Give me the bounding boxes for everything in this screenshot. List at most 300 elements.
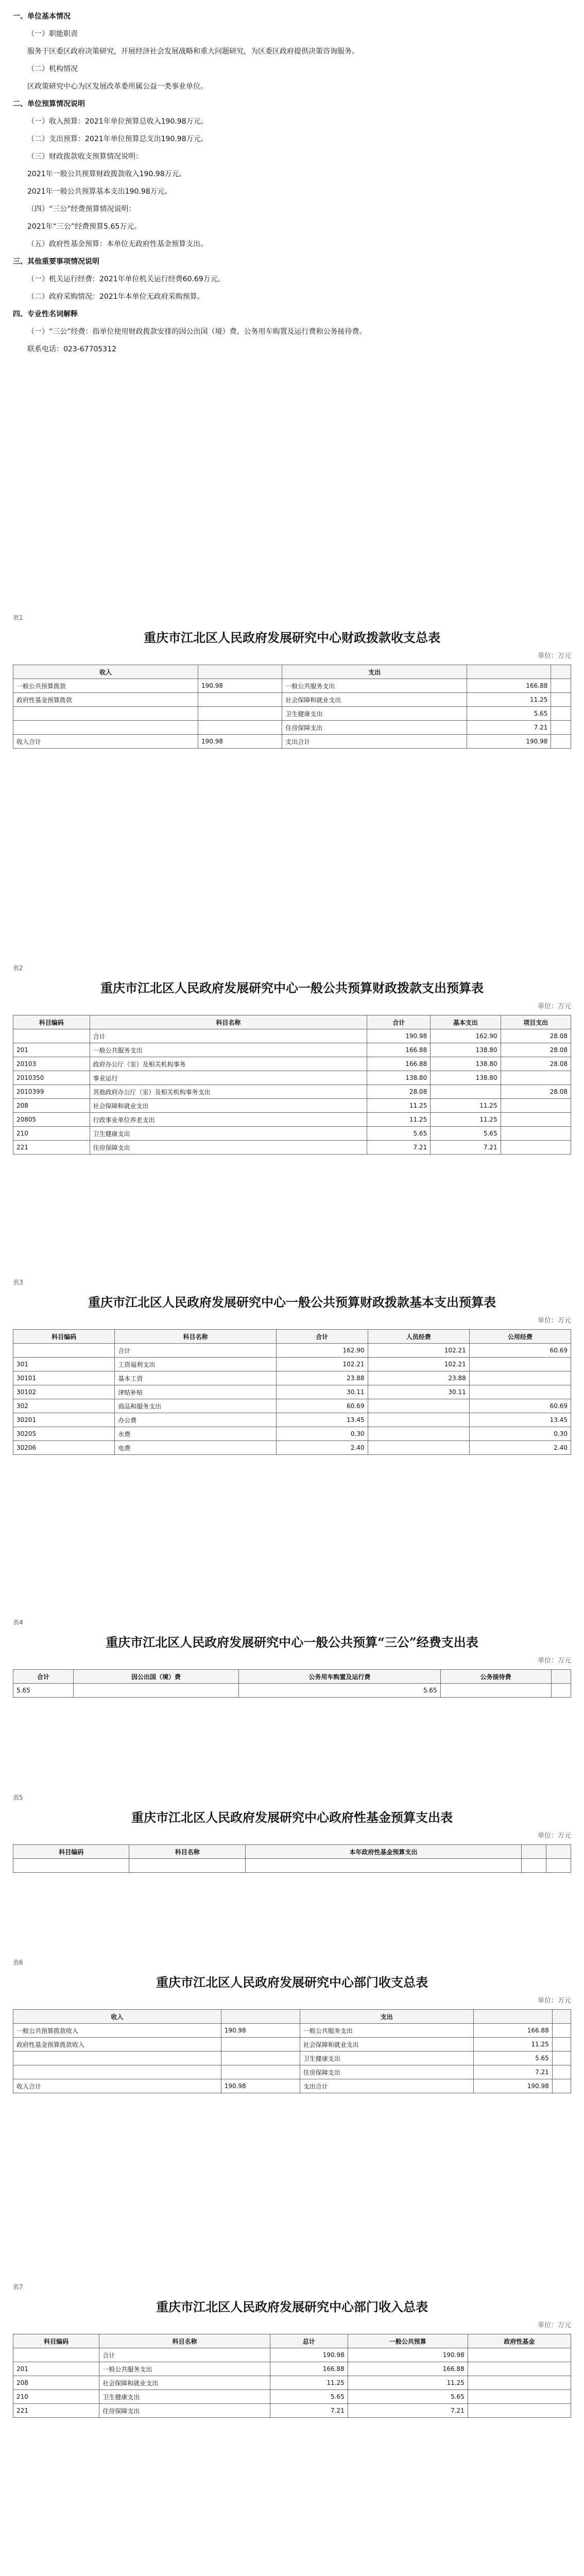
table-cell: 162.90 [431,1029,501,1043]
table-cell: 5.65 [270,2390,348,2404]
table-cell [551,707,571,721]
table-cell: 190.98 [467,735,551,749]
table-row [13,1141,571,1155]
table-cell [468,2376,571,2390]
table-header-cell: 支出 [282,665,467,679]
table-row [13,1399,571,1413]
table-header-row [13,1330,571,1344]
table-cell [552,2024,571,2038]
table-cell [245,1859,521,1873]
table-cell [469,1371,571,1385]
table-cell: 卫生健康支出 [300,2052,473,2065]
table-cell: 其他政府办公厅（室）及相关机构事务支出 [90,1085,367,1099]
table-cell: 60.69 [276,1399,368,1413]
document-notes [13,10,571,598]
table-header-cell: 支出 [300,2010,473,2024]
table-cell: 合计 [99,2348,270,2362]
table-cell: 一般公共服务支出 [99,2362,270,2376]
table-cell: 办公费 [115,1413,277,1427]
table-title: 重庆市江北区人民政府发展研究中心一般公共预算财政拨款基本支出预算表 [88,1295,496,1310]
table-cell: 5.65 [238,1684,440,1698]
budget-paragraph-13: （一）“三公”经费：指单位使用财政拨款安排的因公出国（境）费、公务用车购置及运行费和公务接待费。 [27,328,367,336]
table-cell: 2.40 [276,1441,368,1455]
table-section-6 [0,1958,584,2246]
table-cell: 7.21 [467,721,551,735]
table-cell: 津贴补贴 [115,1385,277,1399]
table-title: 重庆市江北区人民政府发展研究中心财政拨款收支总表 [144,630,440,645]
table-cell [13,721,198,735]
table-cell: 166.88 [367,1057,431,1071]
intro-paragraph-2: 服务于区委区政府决策研究，开展经济社会发展战略和重大问题研究，为区委区政府提供决策咨询服务。 [27,47,359,56]
table-cell [468,2348,571,2362]
table-label: 表5 [13,1794,23,1801]
table-header-cell: 合计 [276,1330,368,1344]
table-cell: 5.65 [367,1127,431,1141]
table-cell [469,1385,571,1399]
table-header-cell: 科目名称 [129,1845,245,1859]
table-cell [552,2038,571,2052]
table-row [13,1071,571,1085]
table-cell [13,1029,90,1043]
budget-paragraph-10: （一）机关运行经费：2021年单位机关运行经费60.69万元。 [27,275,225,283]
table-cell [551,679,571,693]
table-header-cell: 公用经费 [469,1330,571,1344]
table-cell: 合计 [90,1029,367,1043]
table-row [13,2390,571,2404]
table-row [13,721,571,735]
table-header-cell: 科目编码 [13,1015,90,1029]
table-cell: 7.21 [431,1141,501,1155]
table-cell: 卫生健康支出 [90,1127,367,1141]
table-section-3 [0,1278,584,1577]
table-header-cell: 科目编码 [13,2334,99,2348]
table-cell [501,1113,571,1127]
table-row [13,2362,571,2376]
table-cell: 162.90 [276,1344,368,1358]
table-cell: 30101 [13,1371,115,1385]
table-label: 表7 [13,2283,23,2291]
table-header-cell: 公务接待费 [440,1670,551,1684]
table-cell [546,1859,571,1873]
table-label: 表3 [13,1279,23,1286]
budget-paragraph-11: （二）政府采购情况：2021年本单位无政府采购预算。 [27,293,204,301]
table-cell [198,707,282,721]
finance-table [13,2334,571,2418]
table-cell: 2.40 [469,1441,571,1455]
table-header-cell: 公务用车购置及运行费 [238,1670,440,1684]
table-header-cell: 政府性基金 [468,2334,571,2348]
table-row [13,1684,571,1698]
table-row [13,2404,571,2418]
table-cell: 11.25 [270,2376,348,2390]
table-cell: 11.25 [348,2376,468,2390]
table-cell: 一般公共预算拨款收入 [13,2024,221,2038]
table-row [13,707,571,721]
table-section-2 [0,963,584,1252]
table-row [13,1859,571,1873]
table-unit: 单位：万元 [537,1997,571,2005]
table-cell: 一般公共服务支出 [300,2024,473,2038]
table-cell [552,2052,571,2065]
budget-paragraph-6: （四）“三公”经费预算情况说明： [27,205,136,213]
contact-phone: 联系电话：023-67705312 [27,345,117,353]
table-cell: 事业运行 [90,1071,367,1085]
table-header-cell: 一般公共预算 [348,2334,468,2348]
table-cell: 政府性基金预算拨款收入 [13,2038,221,2052]
intro-title: 一、单位基本情况 [13,12,71,21]
table-header-cell: 科目名称 [115,1330,277,1344]
table-cell: 221 [13,1141,90,1155]
table-cell: 138.80 [367,1071,431,1085]
budget-paragraph-5: 2021年一般公共预算基本支出190.98万元。 [27,188,172,196]
table-cell [13,1344,115,1358]
table-header-cell [198,665,282,679]
table-cell [551,721,571,735]
table-row [13,735,571,749]
table-cell: 28.08 [501,1043,571,1057]
table-cell: 0.30 [469,1427,571,1441]
table-cell: 7.21 [348,2404,468,2418]
table-cell: 20103 [13,1057,90,1071]
table-label: 表2 [13,964,23,972]
table-cell: 5.65 [13,1684,74,1698]
table-cell: 7.21 [367,1141,431,1155]
budget-paragraph-12: 四、专业性名词解释 [13,310,78,318]
table-cell: 28.08 [501,1029,571,1043]
table-cell: 11.25 [367,1099,431,1113]
table-cell: 166.88 [367,1043,431,1057]
table-header-cell [473,2010,552,2024]
table-cell: 208 [13,1099,90,1113]
table-cell [13,1859,129,1873]
table-title: 重庆市江北区人民政府发展研究中心一般公共预算“三公”经费支出表 [106,1635,478,1650]
table-cell: 190.98 [270,2348,348,2362]
table-cell [13,2065,221,2079]
table-header-cell: 因公出国（境）费 [73,1670,238,1684]
table-row [13,1127,571,1141]
finance-table [13,1329,571,1455]
table-header-cell: 人员经费 [368,1330,469,1344]
table-row [13,1099,571,1113]
table-cell: 20805 [13,1113,90,1127]
table-cell: 11.25 [473,2038,552,2052]
table-title: 重庆市江北区人民政府发展研究中心部门收入总表 [156,2299,428,2314]
table-cell: 5.65 [473,2052,552,2065]
table-cell: 卫生健康支出 [282,707,467,721]
table-header-cell [467,665,551,679]
table-cell: 住房保障支出 [99,2404,270,2418]
budget-paragraph-4: 2021年一般公共预算财政拨款收入190.98万元。 [27,170,186,178]
finance-table [13,665,571,749]
table-section-4 [0,1618,584,1762]
table-row [13,1043,571,1057]
table-cell: 5.65 [467,707,551,721]
table-cell: 水费 [115,1427,277,1441]
finance-table [13,1015,571,1155]
table-cell: 30201 [13,1413,115,1427]
table-header-cell: 收入 [13,665,198,679]
table-cell: 收入合计 [13,2079,221,2093]
table-cell: 166.88 [467,679,551,693]
table-cell: 138.80 [431,1071,501,1085]
table-cell: 30.11 [276,1385,368,1399]
table-header-cell: 科目名称 [99,2334,270,2348]
budget-paragraph-3: （三）财政拨款收支预算情况说明： [27,152,143,161]
table-cell [129,1859,245,1873]
table-header-cell: 项目支出 [501,1015,571,1029]
table-row [13,1085,571,1099]
table-cell: 301 [13,1358,115,1371]
table-row [13,2052,571,2065]
table-row [13,1113,571,1127]
table-cell: 11.25 [467,693,551,707]
table-cell: 208 [13,2376,99,2390]
table-cell: 302 [13,1399,115,1413]
table-row [13,2038,571,2052]
table-unit: 单位：万元 [537,2321,571,2329]
table-cell: 政府办公厅（室）及相关机构事务 [90,1057,367,1071]
table-row [13,1441,571,1455]
intro-paragraph-4: 区政策研究中心为区发展改革委所属公益一类事业单位。 [27,82,208,91]
table-cell: 一般公共服务支出 [282,679,467,693]
table-row [13,1371,571,1385]
table-label: 表1 [13,614,23,621]
table-cell [221,2038,300,2052]
table-header-cell [551,1670,571,1684]
table-cell: 190.98 [198,679,282,693]
table-cell [469,1358,571,1371]
table-cell [198,721,282,735]
budget-paragraph-7: 2021年“三公”经费预算5.65万元。 [27,223,142,231]
table-cell: 190.98 [348,2348,468,2362]
table-cell [198,693,282,707]
table-cell: 190.98 [221,2024,300,2038]
table-cell: 102.21 [276,1358,368,1371]
table-cell [13,707,198,721]
table-header-cell [546,1845,571,1859]
table-title: 重庆市江北区人民政府发展研究中心政府性基金预算支出表 [131,1810,453,1825]
table-header-row [13,1015,571,1029]
table-header-cell [221,2010,300,2024]
table-cell: 7.21 [473,2065,552,2079]
table-cell: 190.98 [198,735,282,749]
table-cell [501,1127,571,1141]
table-cell: 30206 [13,1441,115,1455]
table-cell: 卫生健康支出 [99,2390,270,2404]
table-cell [551,1684,571,1698]
table-cell [368,1441,469,1455]
table-row [13,1358,571,1371]
table-cell: 201 [13,1043,90,1057]
table-cell: 210 [13,2390,99,2404]
table-cell [368,1399,469,1413]
table-header-cell: 收入 [13,2010,221,2024]
table-title: 重庆市江北区人民政府发展研究中心部门收支总表 [156,1975,428,1990]
finance-table [13,1844,571,1873]
table-cell [73,1684,238,1698]
table-cell: 住房保障支出 [282,721,467,735]
table-cell: 合计 [115,1344,277,1358]
table-cell [221,2065,300,2079]
table-cell: 住房保障支出 [90,1141,367,1155]
table-cell: 商品和服务支出 [115,1399,277,1413]
table-cell: 60.69 [469,1344,571,1358]
budget-paragraph-1: （一）收入预算：2021年单位预算总收入190.98万元。 [27,117,208,126]
table-cell: 支出合计 [300,2079,473,2093]
table-cell [13,2052,221,2065]
table-cell [468,2404,571,2418]
table-cell [551,735,571,749]
table-cell: 166.88 [270,2362,348,2376]
table-cell: 30.11 [368,1385,469,1399]
table-header-cell [552,2010,571,2024]
finance-table [13,1669,571,1698]
table-cell: 138.80 [431,1057,501,1071]
budget-paragraph-9: 三、其他重要事项情况说明 [13,258,99,266]
table-cell [552,2079,571,2093]
table-cell: 190.98 [367,1029,431,1043]
table-cell [501,1099,571,1113]
table-cell: 社会保障和就业支出 [300,2038,473,2052]
table-cell [521,1859,546,1873]
table-section-7 [0,2282,584,2576]
table-cell: 102.21 [368,1344,469,1358]
table-row [13,1344,571,1358]
table-cell [468,2362,571,2376]
table-cell: 201 [13,2362,99,2376]
table-row [13,679,571,693]
table-row [13,1413,571,1427]
table-header-cell: 科目编码 [13,1330,115,1344]
table-cell: 一般公共服务支出 [90,1043,367,1057]
table-header-cell [521,1845,546,1859]
table-row [13,1057,571,1071]
table-header-cell: 总计 [270,2334,348,2348]
table-header-cell: 基本支出 [431,1015,501,1029]
table-cell: 30205 [13,1427,115,1441]
table-unit: 单位：万元 [537,1317,571,1325]
table-cell [431,1085,501,1099]
table-header-row [13,2010,571,2024]
table-row [13,2348,571,2362]
table-cell: 13.45 [469,1413,571,1427]
table-cell: 电费 [115,1441,277,1455]
table-cell [368,1413,469,1427]
table-cell: 2010399 [13,1085,90,1099]
table-row [13,2376,571,2390]
table-cell [501,1141,571,1155]
table-header-row [13,2334,571,2348]
table-cell: 210 [13,1127,90,1141]
table-cell: 13.45 [276,1413,368,1427]
budget-paragraph-2: （二）支出预算：2021年单位预算总支出190.98万元。 [27,135,208,143]
table-cell: 5.65 [348,2390,468,2404]
table-label: 表4 [13,1619,23,1626]
table-row [13,1385,571,1399]
table-cell: 28.08 [501,1057,571,1071]
table-header-cell: 合计 [13,1670,74,1684]
table-cell: 基本工资 [115,1371,277,1385]
table-unit: 单位：万元 [537,652,571,660]
table-row [13,1029,571,1043]
table-cell: 30102 [13,1385,115,1399]
table-cell: 支出合计 [282,735,467,749]
table-cell: 28.08 [501,1085,571,1099]
table-cell: 政府性基金预算拨款 [13,693,198,707]
table-cell [551,693,571,707]
table-header-cell [551,665,571,679]
budget-notes-title: 二、单位预算情况说明 [13,100,85,108]
table-cell: 28.08 [367,1085,431,1099]
table-label: 表6 [13,1959,23,1966]
table-row [13,693,571,707]
table-row [13,1427,571,1441]
table-header-cell: 科目名称 [90,1015,367,1029]
table-cell: 0.30 [276,1427,368,1441]
table-cell: 住房保障支出 [300,2065,473,2079]
table-cell [468,2390,571,2404]
table-cell: 221 [13,2404,99,2418]
table-unit: 单位：万元 [537,1832,571,1840]
table-cell: 工资福利支出 [115,1358,277,1371]
table-cell: 7.21 [270,2404,348,2418]
table-cell [552,2065,571,2079]
budget-paragraph-8: （五）政府性基金预算：本单位无政府性基金预算支出。 [27,240,208,248]
table-cell: 一般公共预算拨款 [13,679,198,693]
table-cell: 190.98 [221,2079,300,2093]
table-cell [501,1071,571,1085]
table-cell [440,1684,551,1698]
table-cell: 138.80 [431,1043,501,1057]
table-cell: 11.25 [431,1099,501,1113]
table-section-1 [0,613,584,933]
table-cell: 23.88 [368,1371,469,1385]
table-cell: 166.88 [473,2024,552,2038]
table-cell: 166.88 [348,2362,468,2376]
table-cell: 行政事业单位养老支出 [90,1113,367,1127]
table-header-row [13,1670,571,1684]
table-title: 重庆市江北区人民政府发展研究中心一般公共预算财政拨款支出预算表 [100,980,484,995]
table-cell: 社会保障和就业支出 [90,1099,367,1113]
table-cell: 社会保障和就业支出 [99,2376,270,2390]
table-row [13,2079,571,2093]
table-header-cell: 本年政府性基金预算支出 [245,1845,521,1859]
table-cell: 60.69 [469,1399,571,1413]
table-row [13,2065,571,2079]
table-cell: 190.98 [473,2079,552,2093]
table-cell [368,1427,469,1441]
table-unit: 单位：万元 [537,1003,571,1010]
table-header-cell: 合计 [367,1015,431,1029]
table-cell: 社会保障和就业支出 [282,693,467,707]
table-header-row [13,665,571,679]
intro-paragraph-3: （二）机构情况 [27,65,78,73]
table-cell [13,2348,99,2362]
table-cell: 11.25 [367,1113,431,1127]
table-cell: 5.65 [431,1127,501,1141]
table-cell: 11.25 [431,1113,501,1127]
table-cell: 收入合计 [13,735,198,749]
finance-table [13,2009,571,2093]
table-cell: 23.88 [276,1371,368,1385]
table-section-5 [0,1793,584,1927]
table-header-row [13,1845,571,1859]
table-cell [221,2052,300,2065]
intro-paragraph-1: （一）职能职责 [27,30,78,38]
table-header-cell: 科目编码 [13,1845,129,1859]
table-row [13,2024,571,2038]
table-cell: 2010350 [13,1071,90,1085]
